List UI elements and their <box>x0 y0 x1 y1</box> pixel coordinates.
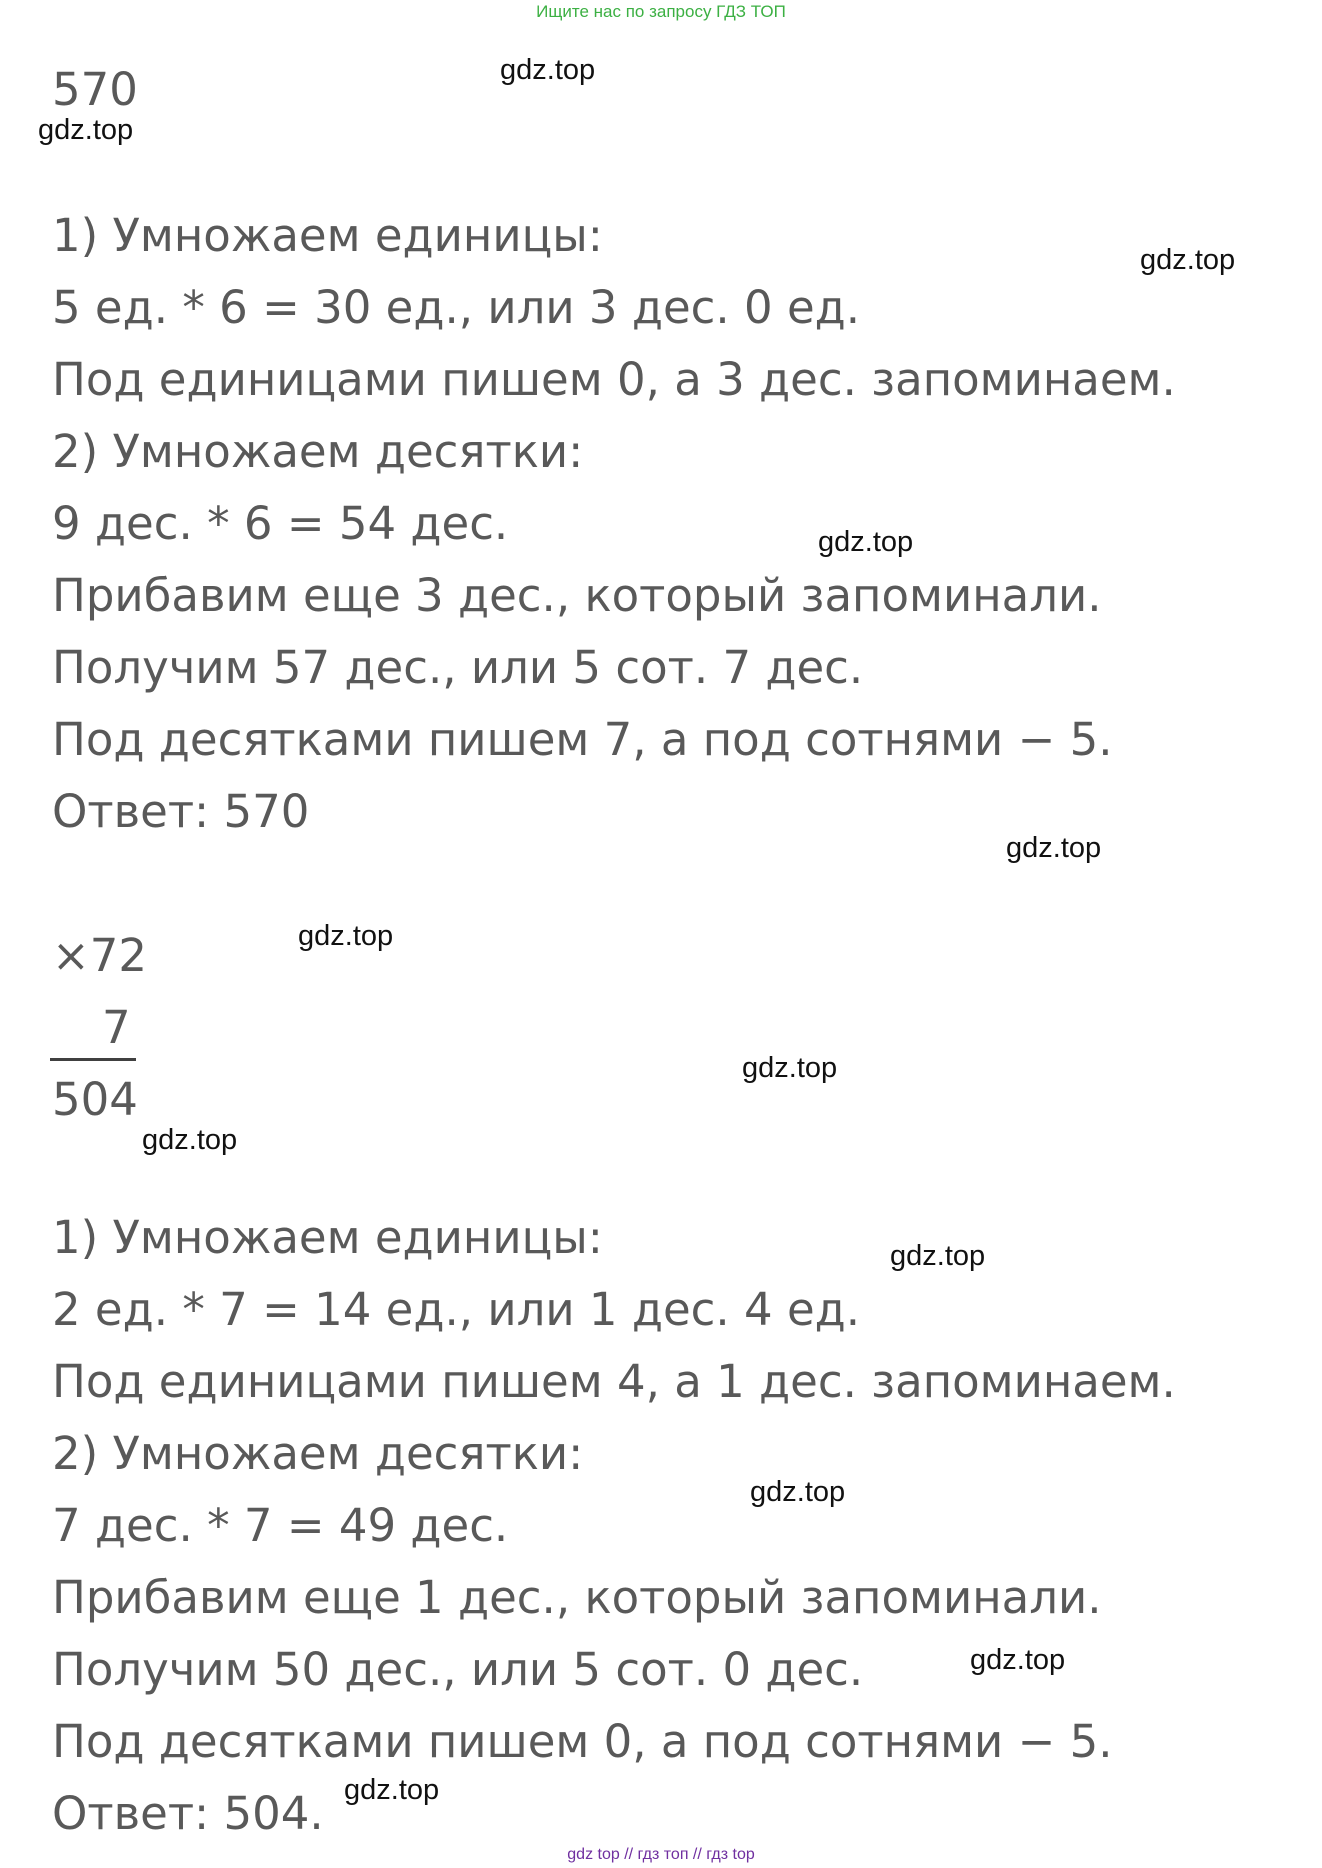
step-line: 2) Умножаем десятки: <box>52 1427 584 1480</box>
step-line: Под десятками пишем 7, а под сотнями − 5. <box>52 713 1113 766</box>
watermark: gdz.top <box>818 526 914 558</box>
watermark: gdz.top <box>1140 244 1236 276</box>
watermark: gdz.top <box>344 1774 440 1806</box>
footer-links: gdz top // гдз топ // гдз top <box>567 1846 755 1863</box>
watermark: gdz.top <box>742 1052 838 1084</box>
watermark: gdz.top <box>890 1240 986 1272</box>
step-line: 9 дес. * 6 = 54 дес. <box>52 497 509 550</box>
step-line: Прибавим еще 3 дес., который запоминали. <box>52 569 1102 622</box>
watermark: gdz.top <box>142 1124 238 1156</box>
step-line: 1) Умножаем единицы: <box>52 209 603 262</box>
calc-multiplicand: ×72 <box>52 929 147 982</box>
step-line: Получим 57 дес., или 5 сот. 7 дес. <box>52 641 864 694</box>
step-line: Под единицами пишем 0, а 3 дес. запоминаем. <box>52 353 1176 406</box>
step-line: 5 ед. * 6 = 30 ед., или 3 дес. 0 ед. <box>52 281 861 334</box>
watermark: gdz.top <box>1006 832 1102 864</box>
watermark: gdz.top <box>298 920 394 952</box>
step-line: 2 ед. * 7 = 14 ед., или 1 дес. 4 ед. <box>52 1283 861 1336</box>
calc-multiplier: 7 <box>102 1001 131 1054</box>
step-line: 1) Умножаем единицы: <box>52 1211 603 1264</box>
answer-line: Ответ: 570 <box>52 785 310 838</box>
watermark: gdz.top <box>970 1644 1066 1676</box>
step-line: Прибавим еще 1 дес., который запоминали. <box>52 1571 1102 1624</box>
calc-result-570: 570 <box>52 63 138 116</box>
watermark: gdz.top <box>500 54 596 86</box>
step-line: 2) Умножаем десятки: <box>52 425 584 478</box>
calc-result-504: 504 <box>52 1073 138 1126</box>
watermark: gdz.top <box>38 114 134 146</box>
calc-underline <box>50 1058 136 1061</box>
search-banner: Ищите нас по запросу ГДЗ ТОП <box>536 2 786 21</box>
step-line: 7 дес. * 7 = 49 дес. <box>52 1499 509 1552</box>
step-line: Под десятками пишем 0, а под сотнями − 5. <box>52 1715 1113 1768</box>
watermark: gdz.top <box>750 1476 846 1508</box>
step-line: Получим 50 дес., или 5 сот. 0 дес. <box>52 1643 864 1696</box>
step-line: Под единицами пишем 4, а 1 дес. запоминаем. <box>52 1355 1176 1408</box>
answer-line: Ответ: 504. <box>52 1787 324 1840</box>
